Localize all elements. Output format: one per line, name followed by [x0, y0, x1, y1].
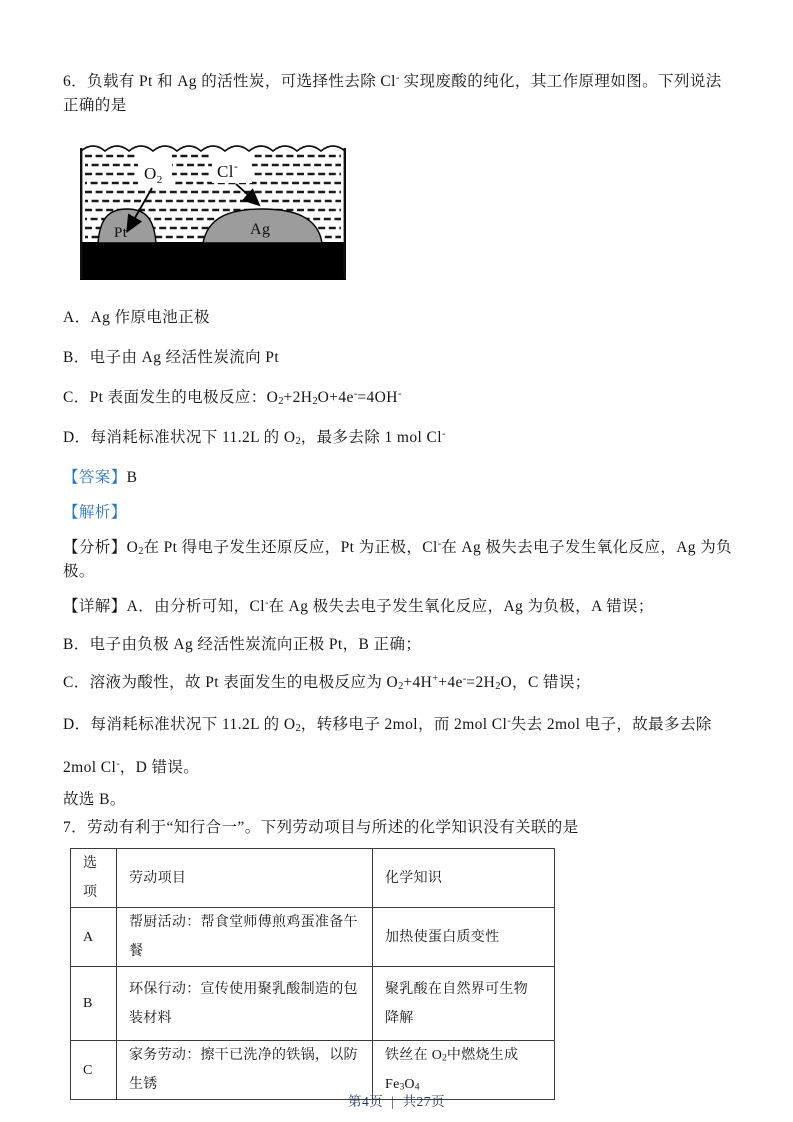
water-surface-wave — [81, 146, 345, 151]
q6-stem: 6．负载有 Pt 和 Ag 的活性炭，可选择性去除 Cl- 实现废酸的纯化，其工作原理如图。下列说法正确的是 — [63, 72, 722, 114]
q6-detail-a-line: 【详解】A．由分析可知，Cl-在 Ag 极失去电子发生氧化反应，Ag 为负极，A 错误； — [63, 597, 654, 615]
q6-detail-b-line: B．电子由负极 Ag 经活性炭流向正极 Pt，B 正确； — [63, 636, 422, 653]
q7-table-header-row — [71, 849, 555, 908]
q7-table-row-a — [71, 908, 555, 967]
q6-option-c: C．Pt 表面发生的电极反应：$O_2+2H_2O+4e^-=4OH^-$ — [63, 388, 402, 407]
q6-detail-d-line2: 2mol Cl-，D 错误。 — [63, 758, 200, 776]
q6-jiexi-line: 【解析】 — [63, 504, 127, 521]
q6-option-b: B．电子由 Ag 经活性炭流向 Pt — [63, 349, 280, 366]
activated-carbon-band — [80, 242, 346, 280]
q7-stem: 7．劳动有利于“知行合一”。下列劳动项目与所述的化学知识没有关联的是 — [63, 819, 579, 836]
o2-label: $O_2$ — [144, 164, 163, 186]
q7-header-chem: 化学知识 — [373, 849, 555, 908]
electrode-diagram-svg — [78, 138, 348, 280]
q7-cell-a-option: A — [71, 908, 117, 967]
q6-option-d: D．每消耗标准状况下 11.2L 的 $O_2$，最多去除 1 mol Cl- — [63, 428, 446, 447]
q6-answer-line: 【答案】B — [63, 469, 138, 486]
q7-table-row-b — [71, 967, 555, 1041]
cl-label: Cl- — [217, 159, 239, 181]
footer-total-pages: 共27页 — [402, 1094, 445, 1109]
footer-page-number: 第4页 — [348, 1094, 384, 1109]
q7-cell-b-chem: 聚乳酸在自然界可生物降解 — [373, 967, 555, 1041]
q7-cell-a-labor: 帮厨活动：帮食堂师傅煎鸡蛋准备午餐 — [117, 908, 373, 967]
q6-fenxi-line: 【分析】$O_2$在 Pt 得电子发生还原反应，Pt 为正极，Cl-在 Ag 极失去电子发生氧化反应，Ag 为负极。 — [63, 538, 733, 580]
q7-header-option: 选项 — [71, 849, 117, 908]
q6-option-a: A．Ag 作原电池正极 — [63, 309, 210, 326]
q6-conclusion-line: 故选 B。 — [63, 791, 126, 808]
q7-header-labor: 劳动项目 — [117, 849, 373, 908]
q7-cell-b-labor: 环保行动：宣传使用聚乳酸制造的包装材料 — [117, 967, 373, 1041]
q7-table — [70, 848, 555, 1100]
page-footer — [0, 1090, 793, 1110]
q6-detail-d-line1: D．每消耗标准状况下 11.2L 的 $O_2$，转移电子 2mol，而 2mol Cl-失去 2mol 电子，故最多去除 — [63, 715, 712, 734]
q7-cell-c-option: C — [71, 1041, 117, 1100]
pt-electrode-label: Pt — [114, 225, 128, 241]
q7-cell-c-chem: 铁丝在 $O_2$中燃烧生成 $Fe_3O_4$ — [373, 1041, 555, 1100]
ag-electrode-label: Ag — [250, 221, 271, 238]
q6-detail-c-line: C．溶液为酸性，故 Pt 表面发生的电极反应为 $O_2+4H^++4e^-=2H_2O$，C 错误； — [63, 673, 591, 692]
q6-electrode-diagram — [78, 138, 348, 280]
q7-cell-b-option: B — [71, 967, 117, 1041]
q7-cell-a-chem: 加热使蛋白质变性 — [373, 908, 555, 967]
q7-cell-c-labor: 家务劳动：擦干已洗净的铁锅，以防生锈 — [117, 1041, 373, 1100]
footer-separator: | — [391, 1094, 395, 1109]
